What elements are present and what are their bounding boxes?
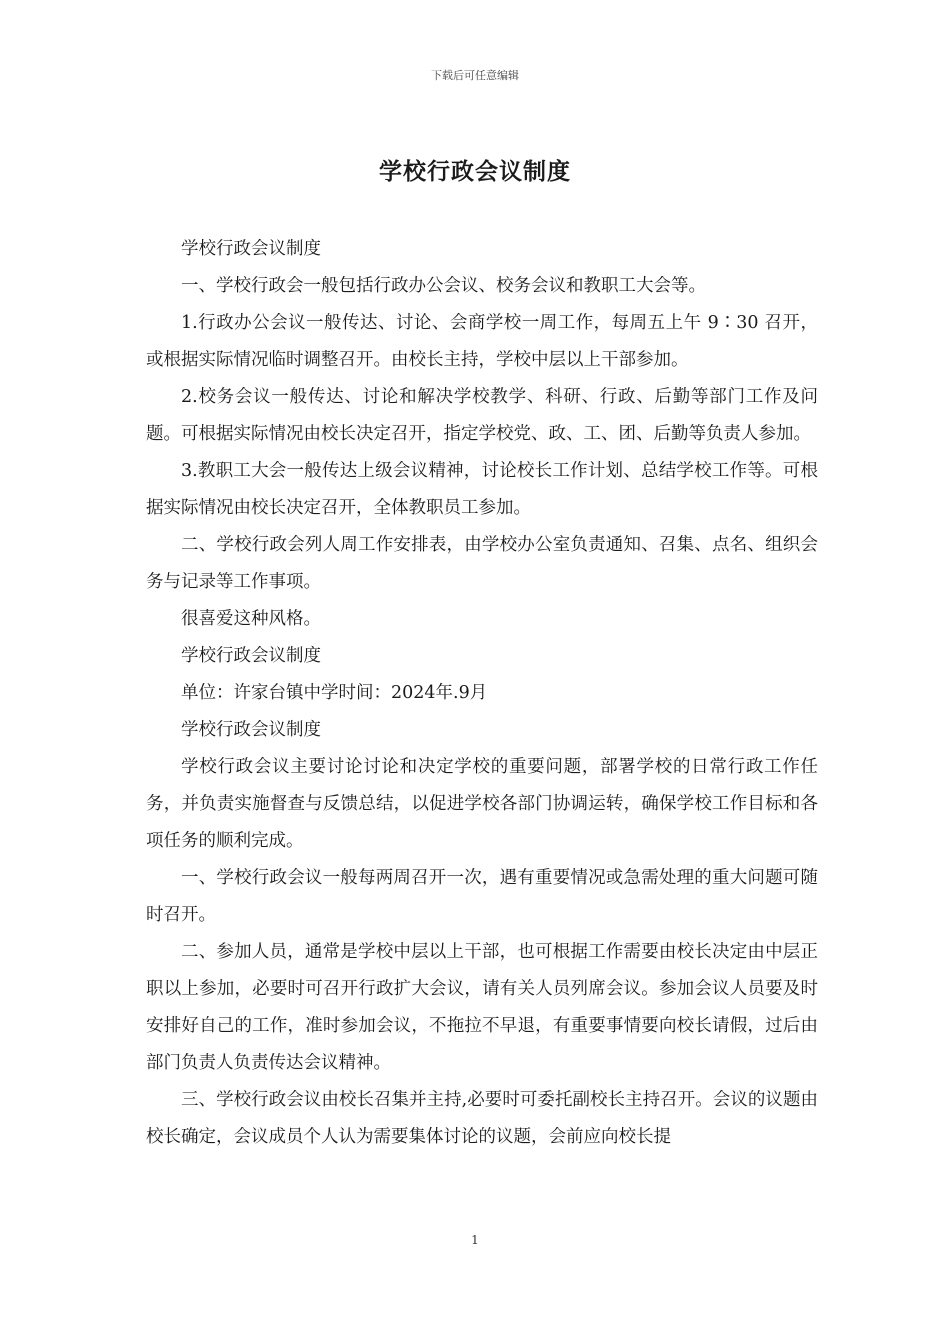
paragraph: 二、学校行政会列人周工作安排表，由学校办公室负责通知、召集、点名、组织会务与记录等工作事项。	[146, 535, 818, 592]
paragraph: 二、参加人员，通常是学校中层以上干部，也可根据工作需要由校长决定由中层正职以上参加，必要时可召开行政扩大会议，请有关人员列席会议。参加会议人员要及时安排好自己的工作，准时参加会议，不拖拉不早退，有重要事情要向校长请假，过后由部门负责人负责传达会议精神。	[146, 942, 818, 1073]
paragraph: 1.行政办公会议一般传达、讨论、会商学校一周工作，每周五上午 9∶30 召开，或根据实际情况临时调整召开。由校长主持，学校中层以上干部参加。	[146, 313, 818, 370]
paragraph: 很喜爱这种风格。	[181, 609, 321, 629]
paragraph: 一、学校行政会一般包括行政办公会议、校务会议和教职工大会等。	[181, 276, 706, 296]
paragraph: 学校行政会议制度	[181, 720, 321, 740]
document-title: 学校行政会议制度	[379, 158, 571, 185]
paragraph: 学校行政会议主要讨论讨论和决定学校的重要问题，部署学校的日常行政工作任务，并负责实施督查与反馈总结，以促进学校各部门协调运转，确保学校工作目标和各项任务的顺利完成。	[146, 757, 818, 851]
paragraph: 2.校务会议一般传达、讨论和解决学校教学、科研、行政、后勤等部门工作及问题。可根据实际情况由校长决定召开，指定学校党、政、工、团、后勤等负责人参加。	[146, 387, 818, 444]
paragraph: 学校行政会议制度	[181, 646, 321, 666]
paragraph: 三、学校行政会议由校长召集并主持,必要时可委托副校长主持召开。会议的议题由校长确定，会议成员个人认为需要集体讨论的议题，会前应向校长提	[146, 1090, 818, 1147]
page-number: 1	[471, 1233, 479, 1247]
document-body	[146, 231, 818, 1156]
header-note: 下载后可任意编辑	[431, 69, 519, 82]
paragraph: 单位：许家台镇中学时间：2024年.9月	[181, 683, 488, 703]
paragraph: 3.教职工大会一般传达上级会议精神，讨论校长工作计划、总结学校工作等。可根据实际情况由校长决定召开，全体教职员工参加。	[146, 461, 818, 518]
paragraph: 一、学校行政会议一般每两周召开一次，遇有重要情况或急需处理的重大问题可随时召开。	[146, 868, 818, 925]
paragraph: 学校行政会议制度	[181, 239, 321, 259]
